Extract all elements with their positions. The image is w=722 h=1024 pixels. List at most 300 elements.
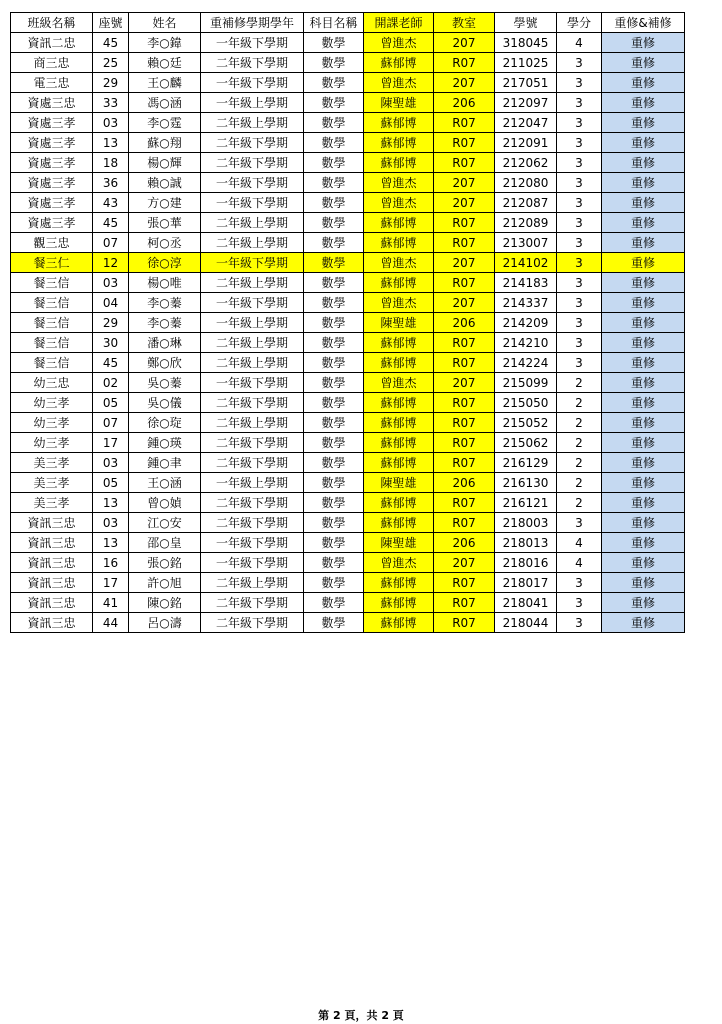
cell-credits: 3 [557,153,602,173]
cell-seat: 13 [93,493,129,513]
cell-seat: 30 [93,333,129,353]
cell-teacher: 蘇郁博 [364,213,434,233]
cell-seat: 16 [93,553,129,573]
cell-class: 資訊三忠 [11,553,93,573]
cell-teacher: 蘇郁博 [364,273,434,293]
cell-type: 重修 [602,473,685,493]
course-table [10,12,685,633]
cell-type: 重修 [602,273,685,293]
cell-teacher: 蘇郁博 [364,493,434,513]
cell-subject: 數學 [304,373,364,393]
cell-name: 王○麟 [129,73,201,93]
cell-teacher: 蘇郁博 [364,593,434,613]
cell-student-id: 211025 [495,53,557,73]
cell-student-id: 214210 [495,333,557,353]
cell-term: 一年級下學期 [201,553,304,573]
cell-class: 資訊三忠 [11,513,93,533]
cell-subject: 數學 [304,513,364,533]
cell-name: 曾○媜 [129,493,201,513]
cell-name: 王○涵 [129,473,201,493]
cell-name: 徐○淳 [129,253,201,273]
cell-type: 重修 [602,233,685,253]
cell-term: 一年級下學期 [201,73,304,93]
cell-seat: 17 [93,573,129,593]
cell-type: 重修 [602,393,685,413]
cell-subject: 數學 [304,473,364,493]
cell-type: 重修 [602,293,685,313]
cell-teacher: 蘇郁博 [364,393,434,413]
cell-credits: 3 [557,253,602,273]
cell-name: 張○銘 [129,553,201,573]
cell-teacher: 曾進杰 [364,173,434,193]
cell-type: 重修 [602,173,685,193]
cell-class: 幼三孝 [11,433,93,453]
cell-class: 美三孝 [11,473,93,493]
cell-seat: 18 [93,153,129,173]
cell-subject: 數學 [304,193,364,213]
cell-credits: 3 [557,573,602,593]
cell-teacher: 蘇郁博 [364,413,434,433]
cell-subject: 數學 [304,233,364,253]
cell-subject: 數學 [304,313,364,333]
cell-room: R07 [434,113,495,133]
cell-term: 二年級下學期 [201,453,304,473]
cell-student-id: 216129 [495,453,557,473]
cell-credits: 3 [557,333,602,353]
cell-term: 一年級下學期 [201,173,304,193]
cell-credits: 2 [557,413,602,433]
cell-credits: 4 [557,533,602,553]
cell-class: 餐三仁 [11,253,93,273]
cell-type: 重修 [602,333,685,353]
cell-credits: 2 [557,493,602,513]
cell-teacher: 蘇郁博 [364,613,434,633]
cell-room: R07 [434,593,495,613]
cell-student-id: 218013 [495,533,557,553]
cell-seat: 07 [93,413,129,433]
cell-teacher: 曾進杰 [364,193,434,213]
cell-credits: 3 [557,613,602,633]
cell-credits: 3 [557,313,602,333]
cell-room: R07 [434,233,495,253]
cell-student-id: 214209 [495,313,557,333]
cell-name: 賴○廷 [129,53,201,73]
cell-credits: 2 [557,393,602,413]
cell-type: 重修 [602,93,685,113]
cell-credits: 3 [557,113,602,133]
cell-seat: 03 [93,113,129,133]
table-row [11,233,685,253]
cell-term: 二年級下學期 [201,393,304,413]
cell-subject: 數學 [304,333,364,353]
cell-seat: 07 [93,233,129,253]
table-row [11,213,685,233]
cell-name: 鍾○瑛 [129,433,201,453]
cell-subject: 數學 [304,213,364,233]
cell-teacher: 陳聖雄 [364,533,434,553]
table-row [11,193,685,213]
cell-teacher: 曾進杰 [364,73,434,93]
cell-teacher: 蘇郁博 [364,333,434,353]
cell-name: 賴○誠 [129,173,201,193]
cell-subject: 數學 [304,353,364,373]
cell-type: 重修 [602,513,685,533]
cell-class: 資訊三忠 [11,613,93,633]
cell-student-id: 214224 [495,353,557,373]
cell-seat: 29 [93,73,129,93]
cell-seat: 13 [93,533,129,553]
cell-student-id: 212047 [495,113,557,133]
cell-type: 重修 [602,73,685,93]
table-row [11,453,685,473]
cell-seat: 36 [93,173,129,193]
cell-subject: 數學 [304,593,364,613]
cell-type: 重修 [602,573,685,593]
cell-teacher: 蘇郁博 [364,513,434,533]
table-row [11,513,685,533]
cell-room: R07 [434,153,495,173]
cell-name: 楊○唯 [129,273,201,293]
cell-class: 餐三信 [11,273,93,293]
table-row [11,593,685,613]
table-row [11,73,685,93]
table-row [11,373,685,393]
cell-credits: 3 [557,73,602,93]
header-subject: 科目名稱 [304,13,364,33]
cell-name: 邵○皇 [129,533,201,553]
table-row [11,473,685,493]
cell-type: 重修 [602,613,685,633]
cell-credits: 2 [557,473,602,493]
cell-subject: 數學 [304,393,364,413]
cell-room: 206 [434,473,495,493]
cell-seat: 03 [93,453,129,473]
cell-class: 餐三信 [11,313,93,333]
header-room: 教室 [434,13,495,33]
cell-type: 重修 [602,453,685,473]
cell-class: 幼三孝 [11,393,93,413]
cell-term: 二年級下學期 [201,493,304,513]
cell-name: 鍾○聿 [129,453,201,473]
cell-class: 資處三孝 [11,213,93,233]
cell-room: R07 [434,433,495,453]
cell-room: 206 [434,533,495,553]
cell-subject: 數學 [304,93,364,113]
table-row [11,253,685,273]
cell-seat: 05 [93,473,129,493]
table-row [11,353,685,373]
cell-room: R07 [434,413,495,433]
cell-room: R07 [434,353,495,373]
cell-teacher: 蘇郁博 [364,133,434,153]
cell-seat: 04 [93,293,129,313]
cell-subject: 數學 [304,413,364,433]
cell-term: 二年級下學期 [201,133,304,153]
cell-class: 資訊三忠 [11,533,93,553]
cell-teacher: 陳聖雄 [364,473,434,493]
cell-student-id: 212080 [495,173,557,193]
cell-subject: 數學 [304,73,364,93]
cell-seat: 41 [93,593,129,613]
cell-credits: 3 [557,233,602,253]
table-row [11,33,685,53]
cell-seat: 17 [93,433,129,453]
cell-credits: 3 [557,353,602,373]
cell-subject: 數學 [304,153,364,173]
cell-room: R07 [434,573,495,593]
cell-class: 幼三忠 [11,373,93,393]
table-row [11,553,685,573]
cell-student-id: 215050 [495,393,557,413]
cell-room: R07 [434,453,495,473]
cell-student-id: 218041 [495,593,557,613]
cell-teacher: 曾進杰 [364,253,434,273]
cell-type: 重修 [602,133,685,153]
cell-class: 餐三信 [11,293,93,313]
cell-name: 徐○琁 [129,413,201,433]
cell-subject: 數學 [304,33,364,53]
cell-room: 206 [434,313,495,333]
cell-name: 潘○琳 [129,333,201,353]
cell-class: 美三孝 [11,453,93,473]
cell-student-id: 217051 [495,73,557,93]
cell-credits: 4 [557,33,602,53]
cell-subject: 數學 [304,133,364,153]
cell-student-id: 218016 [495,553,557,573]
cell-seat: 02 [93,373,129,393]
cell-term: 一年級下學期 [201,193,304,213]
cell-teacher: 蘇郁博 [364,453,434,473]
cell-term: 二年級上學期 [201,273,304,293]
cell-room: 207 [434,173,495,193]
cell-room: 207 [434,553,495,573]
cell-teacher: 蘇郁博 [364,433,434,453]
cell-student-id: 212062 [495,153,557,173]
header-student-id: 學號 [495,13,557,33]
cell-type: 重修 [602,193,685,213]
cell-subject: 數學 [304,453,364,473]
cell-subject: 數學 [304,173,364,193]
cell-class: 資處三孝 [11,193,93,213]
header-term: 重補修學期學年 [201,13,304,33]
cell-term: 二年級上學期 [201,333,304,353]
header-seat: 座號 [93,13,129,33]
table-row [11,333,685,353]
cell-subject: 數學 [304,613,364,633]
cell-name: 陳○銘 [129,593,201,613]
cell-type: 重修 [602,493,685,513]
cell-term: 二年級下學期 [201,593,304,613]
cell-student-id: 213007 [495,233,557,253]
cell-student-id: 212097 [495,93,557,113]
cell-class: 餐三信 [11,353,93,373]
cell-name: 楊○輝 [129,153,201,173]
table-row [11,433,685,453]
cell-term: 一年級下學期 [201,253,304,273]
cell-room: R07 [434,333,495,353]
cell-type: 重修 [602,113,685,133]
cell-type: 重修 [602,413,685,433]
cell-teacher: 蘇郁博 [364,573,434,593]
table-row [11,293,685,313]
cell-seat: 45 [93,213,129,233]
cell-name: 李○蓁 [129,313,201,333]
cell-class: 資處三孝 [11,153,93,173]
cell-name: 吳○蓁 [129,373,201,393]
table-row [11,413,685,433]
table-row [11,173,685,193]
cell-credits: 4 [557,553,602,573]
cell-teacher: 陳聖雄 [364,313,434,333]
cell-student-id: 218017 [495,573,557,593]
cell-teacher: 蘇郁博 [364,353,434,373]
cell-room: 207 [434,373,495,393]
cell-name: 柯○丞 [129,233,201,253]
cell-term: 二年級下學期 [201,53,304,73]
cell-seat: 33 [93,93,129,113]
cell-type: 重修 [602,213,685,233]
cell-room: 207 [434,253,495,273]
cell-teacher: 曾進杰 [364,33,434,53]
cell-subject: 數學 [304,113,364,133]
cell-student-id: 218044 [495,613,557,633]
cell-type: 重修 [602,373,685,393]
table-row [11,153,685,173]
cell-class: 資處三孝 [11,113,93,133]
cell-term: 一年級上學期 [201,473,304,493]
table-row [11,313,685,333]
cell-class: 電三忠 [11,73,93,93]
cell-name: 馮○涵 [129,93,201,113]
page-footer: 第 2 頁，共 2 頁 [318,1009,404,1022]
cell-room: R07 [434,613,495,633]
cell-name: 許○旭 [129,573,201,593]
cell-student-id: 215099 [495,373,557,393]
cell-room: R07 [434,213,495,233]
cell-student-id: 215062 [495,433,557,453]
table-row [11,573,685,593]
cell-class: 幼三孝 [11,413,93,433]
cell-room: 207 [434,73,495,93]
table-row [11,113,685,133]
cell-credits: 3 [557,293,602,313]
cell-type: 重修 [602,153,685,173]
cell-room: R07 [434,273,495,293]
cell-credits: 3 [557,173,602,193]
cell-teacher: 蘇郁博 [364,113,434,133]
cell-seat: 29 [93,313,129,333]
cell-student-id: 318045 [495,33,557,53]
table-row [11,613,685,633]
cell-subject: 數學 [304,553,364,573]
cell-credits: 2 [557,433,602,453]
cell-credits: 3 [557,193,602,213]
header-credits: 學分 [557,13,602,33]
cell-seat: 44 [93,613,129,633]
cell-type: 重修 [602,353,685,373]
cell-term: 一年級下學期 [201,533,304,553]
cell-subject: 數學 [304,573,364,593]
cell-name: 吳○儀 [129,393,201,413]
cell-seat: 13 [93,133,129,153]
cell-term: 一年級下學期 [201,373,304,393]
cell-student-id: 214102 [495,253,557,273]
cell-term: 二年級上學期 [201,573,304,593]
header-row [11,13,685,33]
cell-student-id: 215052 [495,413,557,433]
cell-room: R07 [434,513,495,533]
cell-seat: 43 [93,193,129,213]
cell-name: 鄭○欣 [129,353,201,373]
cell-credits: 3 [557,53,602,73]
cell-teacher: 陳聖雄 [364,93,434,113]
header-teacher: 開課老師 [364,13,434,33]
cell-subject: 數學 [304,53,364,73]
cell-credits: 3 [557,93,602,113]
cell-class: 商三忠 [11,53,93,73]
cell-student-id: 212089 [495,213,557,233]
cell-type: 重修 [602,33,685,53]
cell-term: 二年級下學期 [201,153,304,173]
cell-teacher: 蘇郁博 [364,153,434,173]
table-row [11,533,685,553]
cell-subject: 數學 [304,253,364,273]
cell-credits: 3 [557,593,602,613]
cell-class: 餐三信 [11,333,93,353]
cell-teacher: 曾進杰 [364,553,434,573]
cell-seat: 03 [93,513,129,533]
header-class: 班級名稱 [11,13,93,33]
cell-term: 一年級下學期 [201,293,304,313]
cell-credits: 3 [557,273,602,293]
table-row [11,53,685,73]
cell-name: 呂○濤 [129,613,201,633]
cell-class: 觀三忠 [11,233,93,253]
cell-name: 李○蓁 [129,293,201,313]
cell-room: R07 [434,53,495,73]
cell-type: 重修 [602,433,685,453]
cell-teacher: 蘇郁博 [364,233,434,253]
cell-name: 張○華 [129,213,201,233]
table-row [11,273,685,293]
header-name: 姓名 [129,13,201,33]
cell-name: 李○霆 [129,113,201,133]
cell-term: 二年級下學期 [201,613,304,633]
cell-term: 一年級上學期 [201,313,304,333]
cell-term: 二年級上學期 [201,413,304,433]
cell-class: 資訊二忠 [11,33,93,53]
cell-room: 207 [434,33,495,53]
cell-student-id: 212091 [495,133,557,153]
cell-name: 李○鍏 [129,33,201,53]
cell-term: 一年級下學期 [201,33,304,53]
cell-credits: 2 [557,373,602,393]
cell-class: 資訊三忠 [11,573,93,593]
cell-credits: 3 [557,513,602,533]
cell-credits: 3 [557,213,602,233]
cell-room: R07 [434,493,495,513]
cell-type: 重修 [602,533,685,553]
cell-credits: 2 [557,453,602,473]
cell-student-id: 212087 [495,193,557,213]
cell-seat: 03 [93,273,129,293]
cell-subject: 數學 [304,293,364,313]
cell-teacher: 曾進杰 [364,293,434,313]
cell-seat: 45 [93,353,129,373]
cell-seat: 45 [93,33,129,53]
table-row [11,133,685,153]
cell-teacher: 蘇郁博 [364,53,434,73]
